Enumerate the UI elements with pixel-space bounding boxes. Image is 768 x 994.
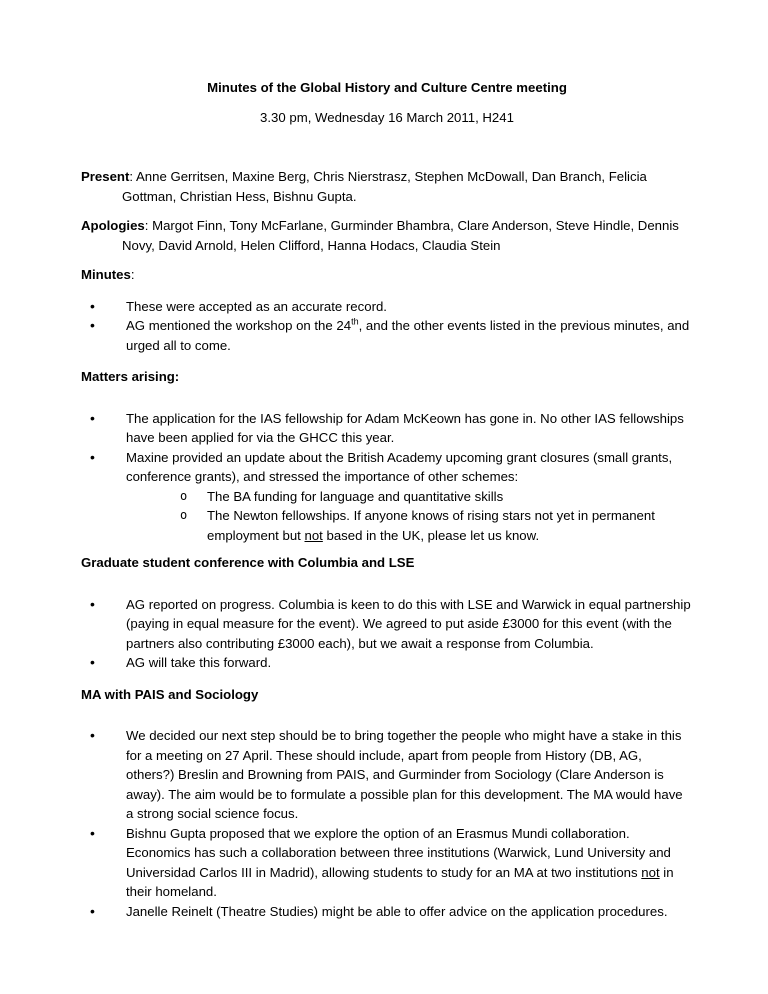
superscript: th xyxy=(351,316,359,327)
meeting-details: 3.30 pm, Wednesday 16 March 2011, H241 xyxy=(260,109,514,125)
apologies-label: Apologies xyxy=(81,218,145,233)
graduate-conference-heading: Graduate student conference with Columbia and LSE xyxy=(81,555,415,570)
list-item-text: AG mentioned the workshop on the 24 xyxy=(126,318,352,333)
ma-heading: MA with PAIS and Sociology xyxy=(81,686,259,702)
ma-list xyxy=(81,726,693,921)
graduate-list xyxy=(81,595,693,673)
underlined-text: not xyxy=(641,864,660,880)
present-label: Present xyxy=(81,169,130,184)
list-item: • These were accepted as an accurate record. xyxy=(81,297,693,317)
sub-list-item: o The BA funding for language and quantitative skills xyxy=(126,487,693,507)
list-item xyxy=(81,448,693,546)
minutes-list xyxy=(81,297,693,356)
minutes-label: Minutes xyxy=(81,267,131,282)
matters-arising-heading: Matters arising: xyxy=(81,369,180,384)
present-text: : Anne Gerritsen, Maxine Berg, Chris Nierstrasz, Stephen McDowall, Dan Branch, Felicia Gottman, Christian Hess, Bishnu Gupta. xyxy=(122,169,647,204)
minutes-colon: : xyxy=(130,267,135,282)
list-item: • AG reported on progress. Columbia is keen to do this with LSE and Warwick in equal partnership (paying in equal measure for the event). We agreed to put aside £3000 for this event (with the partners also contributing £3000 each), but we await a response from Columbia. xyxy=(81,595,693,654)
present-paragraph xyxy=(81,167,693,206)
list-item: • The application for the IAS fellowship for Adam McKeown has gone in. No other IAS fellowships have been applied for via the GHCC this year. xyxy=(81,409,693,448)
sub-list-item xyxy=(126,506,693,545)
list-item-text: , and the other events listed in the previous minutes, and urged all to come. xyxy=(126,318,690,353)
list-item-text: in their homeland. xyxy=(126,864,674,899)
list-item-text: Bishnu Gupta proposed that we explore the option of an Erasmus Mundi collaboration. Economics has such a collaboration between three institutions (Warwick, Lund University and Universidad Carlos III in Madrid), allowing students to study for an MA at two institutions xyxy=(126,825,671,880)
list-item-text: Maxine provided an update about the British Academy upcoming grant closures (small grants, conference grants), and stressed the importance of other schemes: xyxy=(126,449,673,484)
minutes-heading xyxy=(81,265,693,285)
document-title: Minutes of the Global History and Culture Centre meeting xyxy=(207,80,567,95)
apologies-paragraph xyxy=(81,216,693,255)
matters-sublist xyxy=(126,487,693,546)
list-item xyxy=(81,316,693,355)
document-body xyxy=(81,78,693,929)
list-item: • Janelle Reinelt (Theatre Studies) might be able to offer advice on the application procedures. xyxy=(81,902,693,922)
underlined-text: not xyxy=(304,527,323,543)
sub-list-item-text: based in the UK, please let us know. xyxy=(322,527,540,543)
list-item xyxy=(81,824,693,902)
list-item: • AG will take this forward. xyxy=(81,653,693,673)
list-item: • We decided our next step should be to bring together the people who might have a stake in this for a meeting on 27 April. These should include, apart from people from History (DB, AG, others?) Breslin and Browning from PAIS, and Gurminder from Sociology (Clare Anderson is away). The aim would be to formulate a possible plan for this development. The MA would have a strong social science focus. xyxy=(81,726,693,824)
apologies-text: : Margot Finn, Tony McFarlane, Gurminder Bhambra, Clare Anderson, Steve Hindle, Dennis Novy, David Arnold, Helen Clifford, Hanna Hodacs, Claudia Stein xyxy=(122,218,679,253)
sub-list-item-text: The Newton fellowships. If anyone knows of rising stars not yet in permanent employment but xyxy=(207,508,655,543)
matters-list xyxy=(81,409,693,546)
